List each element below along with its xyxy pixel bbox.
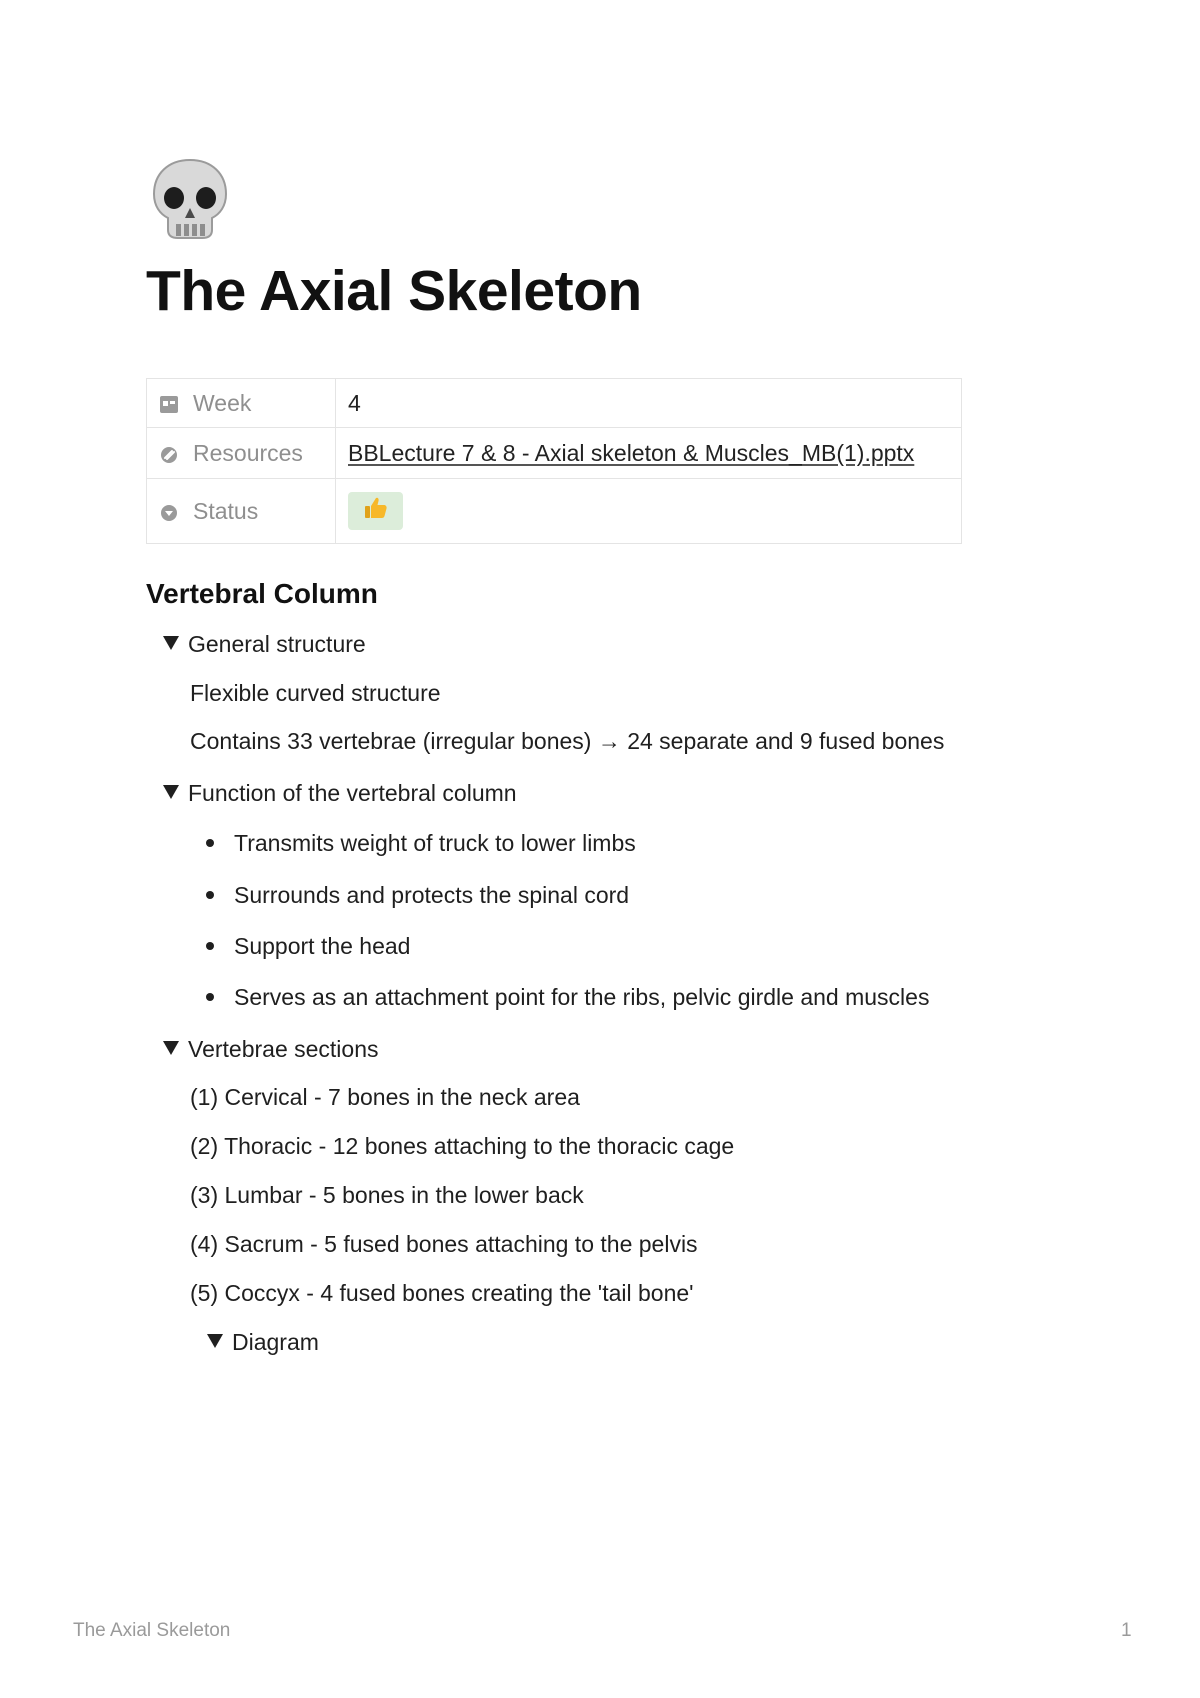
text-line: (4) Sacrum - 5 fused bones attaching to the pelvis: [190, 1231, 698, 1257]
toggle-general-structure[interactable]: [163, 630, 366, 658]
page-title: The Axial Skeleton: [146, 259, 642, 323]
text-line: (2) Thoracic - 12 bones attaching to the thoracic cage: [190, 1133, 735, 1159]
toggle-diagram[interactable]: [207, 1328, 319, 1356]
list-item: [206, 829, 636, 857]
property-label: Week: [193, 389, 252, 416]
status-badge[interactable]: [348, 492, 403, 530]
property-key-status[interactable]: [147, 479, 336, 544]
property-row-week: [147, 379, 962, 428]
text-line: (1) Cervical - 7 bones in the neck area: [190, 1084, 580, 1110]
property-value-week[interactable]: 4: [336, 379, 962, 428]
bullet-icon: [206, 993, 214, 1001]
property-key-resources[interactable]: [147, 428, 336, 479]
skull-icon: [150, 158, 230, 242]
footer-page-number: 1: [1121, 1620, 1132, 1641]
toggle-triangle-icon[interactable]: [163, 636, 179, 650]
property-value-status[interactable]: [336, 479, 962, 544]
bullet-icon: [206, 891, 214, 899]
list-item-text: Transmits weight of truck to lower limbs: [234, 830, 636, 856]
property-label: Status: [193, 497, 259, 524]
toggle-title: Vertebrae sections: [188, 1036, 379, 1062]
toggle-triangle-icon[interactable]: [163, 1041, 179, 1055]
toggle-title: General structure: [188, 631, 366, 657]
footer-title: The Axial Skeleton: [73, 1620, 231, 1641]
toggle-title: Diagram: [232, 1329, 319, 1355]
text-line: (5) Coccyx - 4 fused bones creating the 'tail bone': [190, 1280, 694, 1306]
list-item-text: Support the head: [234, 933, 411, 959]
section-heading: Vertebral Column: [146, 578, 378, 609]
paperclip-icon: [159, 443, 179, 463]
property-row-resources: [147, 428, 962, 479]
toggle-triangle-icon[interactable]: [163, 785, 179, 799]
list-item: [206, 932, 410, 960]
list-item-text: Surrounds and protects the spinal cord: [234, 882, 630, 908]
properties-table: [146, 378, 962, 544]
toggle-triangle-icon[interactable]: [207, 1334, 223, 1348]
property-value-resources: [336, 428, 962, 479]
bullet-icon: [206, 942, 214, 950]
toggle-vertebrae-sections[interactable]: [163, 1035, 379, 1063]
list-item: [206, 881, 629, 909]
thumbs-up-icon: [363, 495, 389, 527]
toggle-function[interactable]: [163, 779, 517, 807]
toggle-title: Function of the vertebral column: [188, 780, 517, 806]
bullet-icon: [206, 839, 214, 847]
property-label: Resources: [193, 439, 303, 466]
property-key-week[interactable]: [147, 379, 336, 428]
text-line: Flexible curved structure: [190, 680, 441, 706]
property-row-status: [147, 479, 962, 544]
text-line: Contains 33 vertebrae (irregular bones) → 24 separate and 9 fused bones: [190, 728, 945, 754]
list-item: [206, 983, 929, 1011]
list-item-text: Serves as an attachment point for the ribs, pelvic girdle and muscles: [234, 984, 930, 1010]
calendar-icon: [159, 393, 179, 413]
status-icon: [159, 501, 179, 521]
text-line: (3) Lumbar - 5 bones in the lower back: [190, 1182, 584, 1208]
resource-file-link[interactable]: BBLecture 7 & 8 - Axial skeleton & Muscles_MB(1).pptx: [348, 439, 915, 466]
